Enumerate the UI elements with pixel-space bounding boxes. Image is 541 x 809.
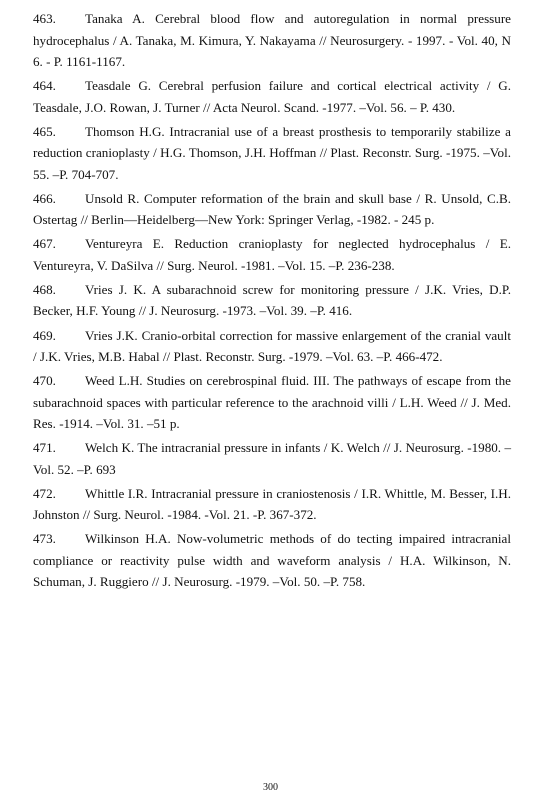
reference-item	[33, 121, 511, 186]
reference-number: 472.	[33, 485, 56, 501]
reference-text: Vries J. K. A subarachnoid screw for monitoring pressure / J.K. Vries, D.P. Becker, H.F. Young // J. Neurosurg. -1973. –Vol. 39. –P. 416.	[33, 281, 511, 319]
reference-number: 470.	[33, 373, 56, 389]
reference-text: Unsold R. Computer reformation of the brain and skull base / R. Unsold, C.B. Ostertag // Berlin—Heidelberg—New York: Springer Verlag, -1982. - 245 p.	[33, 190, 511, 228]
reference-number: 467.	[33, 236, 56, 252]
reference-item	[33, 279, 511, 322]
reference-number: 466.	[33, 190, 56, 206]
reference-text: Weed L.H. Studies on cerebrospinal fluid. III. The pathways of escape from the subarachnoid spaces with particular reference to the arachnoid villi / L.H. Weed // J. Med. Res. -1914. –Vol. 31. –51 p.	[33, 373, 511, 432]
reference-number: 469.	[33, 327, 56, 343]
reference-text: Thomson H.G. Intracranial use of a breast prosthesis to temporarily stabilize a reduction cranioplasty / H.G. Thomson, J.H. Hoffman // Plast. Reconstr. Surg. -1975. –Vol. 55. –P. 704-707.	[33, 123, 511, 182]
reference-item	[33, 75, 511, 118]
page-number: 300	[263, 782, 278, 793]
reference-text: Wilkinson H.A. Now-volumetric methods of do tecting impaired intracranial compliance or reactivity pulse width and waveform analysis / H.A. Wilkinson, N. Schuman, J. Ruggiero // J. Neurosurg. -1979. –Vol. 50. –P. 758.	[33, 531, 511, 590]
reference-item	[33, 233, 511, 276]
reference-text: Welch K. The intracranial pressure in infants / K. Welch // J. Neurosurg. -1980. – Vol. 52. –P. 693	[33, 440, 511, 477]
reference-item	[33, 437, 511, 480]
reference-number: 471.	[33, 440, 56, 456]
reference-list	[33, 8, 511, 596]
reference-number: 463.	[33, 11, 56, 26]
reference-item	[33, 325, 511, 368]
reference-text: Vries J.K. Cranio-orbital correction for massive enlargement of the cranial vault / J.K. Vries, M.B. Habal // Plast. Reconstr. Surg. -1979. –Vol. 63. –P. 466-472.	[33, 327, 511, 365]
reference-number: 468.	[33, 281, 56, 297]
reference-number: 465.	[33, 123, 56, 139]
reference-number: 464.	[33, 78, 56, 94]
reference-item	[33, 528, 511, 593]
reference-text: Ventureyra E. Reduction cranioplasty for neglected hydrocephalus / E. Ventureyra, V. DaSilva // Surg. Neurol. -1981. –Vol. 15. –P. 236-238.	[33, 236, 511, 273]
reference-item	[33, 8, 511, 73]
reference-item	[33, 370, 511, 435]
reference-item	[33, 483, 511, 526]
reference-text: Teasdale G. Cerebral perfusion failure and cortical electrical activity / G. Teasdale, J.O. Rowan, J. Turner // Acta Neurol. Scand. -1977. –Vol. 56. – P. 430.	[33, 78, 511, 115]
reference-text: Whittle I.R. Intracranial pressure in craniostenosis / I.R. Whittle, M. Besser, I.H. Johnston // Surg. Neurol. -1984. -Vol. 21. -P. 367-372.	[33, 485, 511, 523]
reference-item	[33, 188, 511, 231]
reference-text: Tanaka A. Cerebral blood flow and autoregulation in normal pressure hydrocephalus / A. Tanaka, M. Kimura, Y. Nakayama // Neurosurgery. - 1997. - Vol. 40, N 6. - P. 1161-1167.	[33, 11, 511, 69]
reference-number: 473.	[33, 531, 56, 547]
